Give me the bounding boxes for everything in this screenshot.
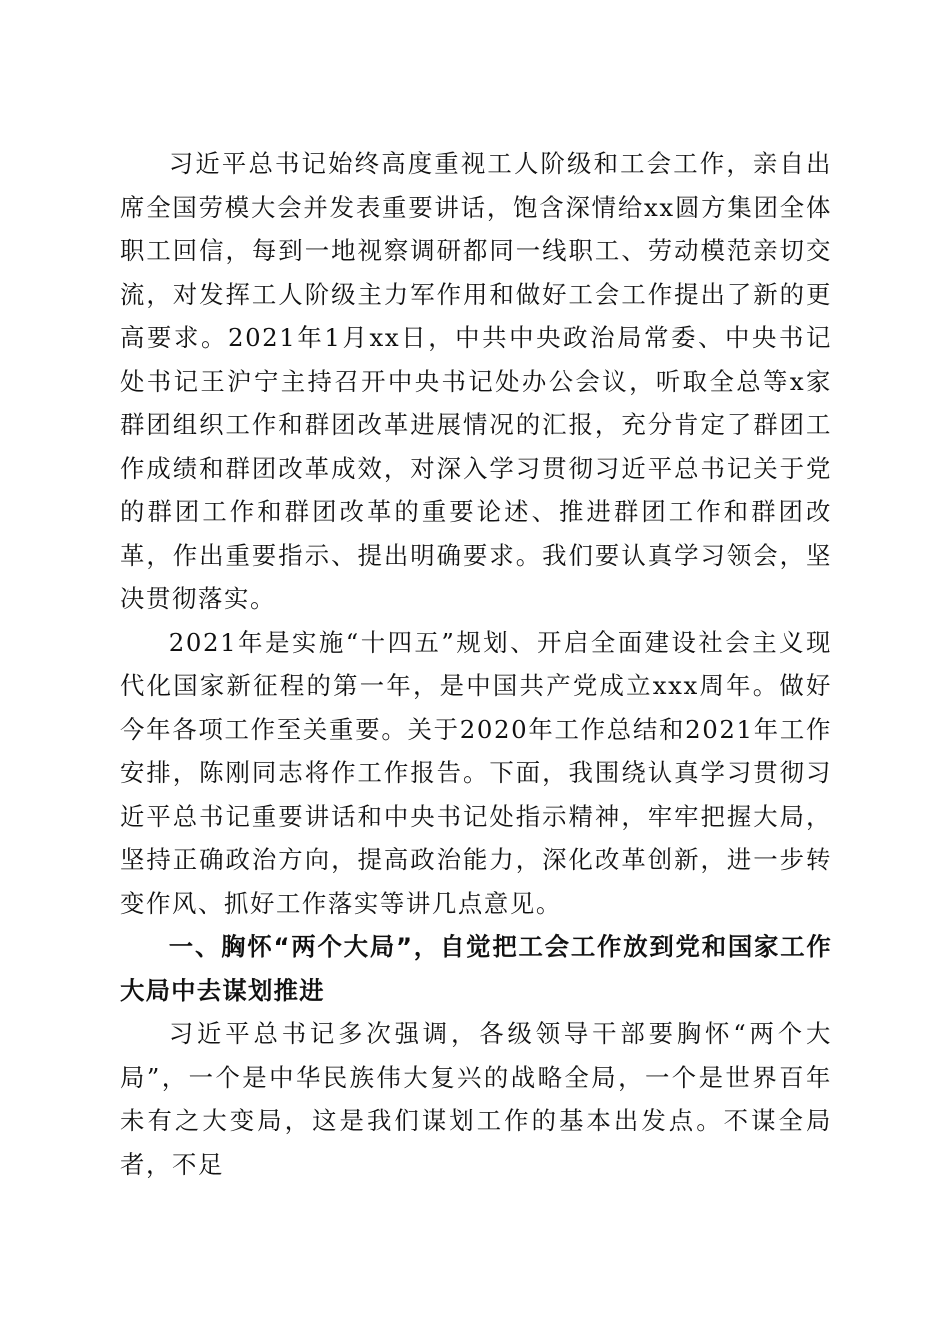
section-heading-1: 一、胸怀“两个大局”，自觉把工会工作放到党和国家工作大局中去谋划推进 xyxy=(120,932,832,1005)
document-body xyxy=(120,142,832,1186)
paragraph-2: 2021年是实施“十四五”规划、开启全面建设社会主义现代化国家新征程的第一年，是中国共产党成立xxx周年。做好今年各项工作至关重要。关于2020年工作总结和2021年工作安排，陈刚同志将作工作报告。下面，我围绕认真学习贯彻习近平总书记重要讲话和中央书记处指示精神，牢牢把握大局，坚持正确政治方向，提高政治能力，深化改革创新，进一步转变作风、抓好工作落实等讲几点意见。 xyxy=(120,627,832,918)
paragraph-1: 习近平总书记始终高度重视工人阶级和工会工作，亲自出席全国劳模大会并发表重要讲话，饱含深情给xx圆方集团全体职工回信，每到一地视察调研都同一线职工、劳动模范亲切交流，对发挥工人阶级主力军作用和做好工会工作提出了新的更高要求。2021年1月xx日，中共中央政治局常委、中央书记处书记王沪宁主持召开中央书记处办公会议，听取全总等x家群团组织工作和群团改革进展情况的汇报，充分肯定了群团工作成绩和群团改革成效，对深入学习贯彻习近平总书记关于党的群团工作和群团改革的重要论述、推进群团工作和群团改革，作出重要指示、提出明确要求。我们要认真学习领会，坚决贯彻落实。 xyxy=(120,149,832,613)
paragraph-3: 习近平总书记多次强调，各级领导干部要胸怀“两个大局”，一个是中华民族伟大复兴的战略全局，一个是世界百年未有之大变局，这是我们谋划工作的基本出发点。不谋全局者，不足 xyxy=(120,1019,832,1179)
